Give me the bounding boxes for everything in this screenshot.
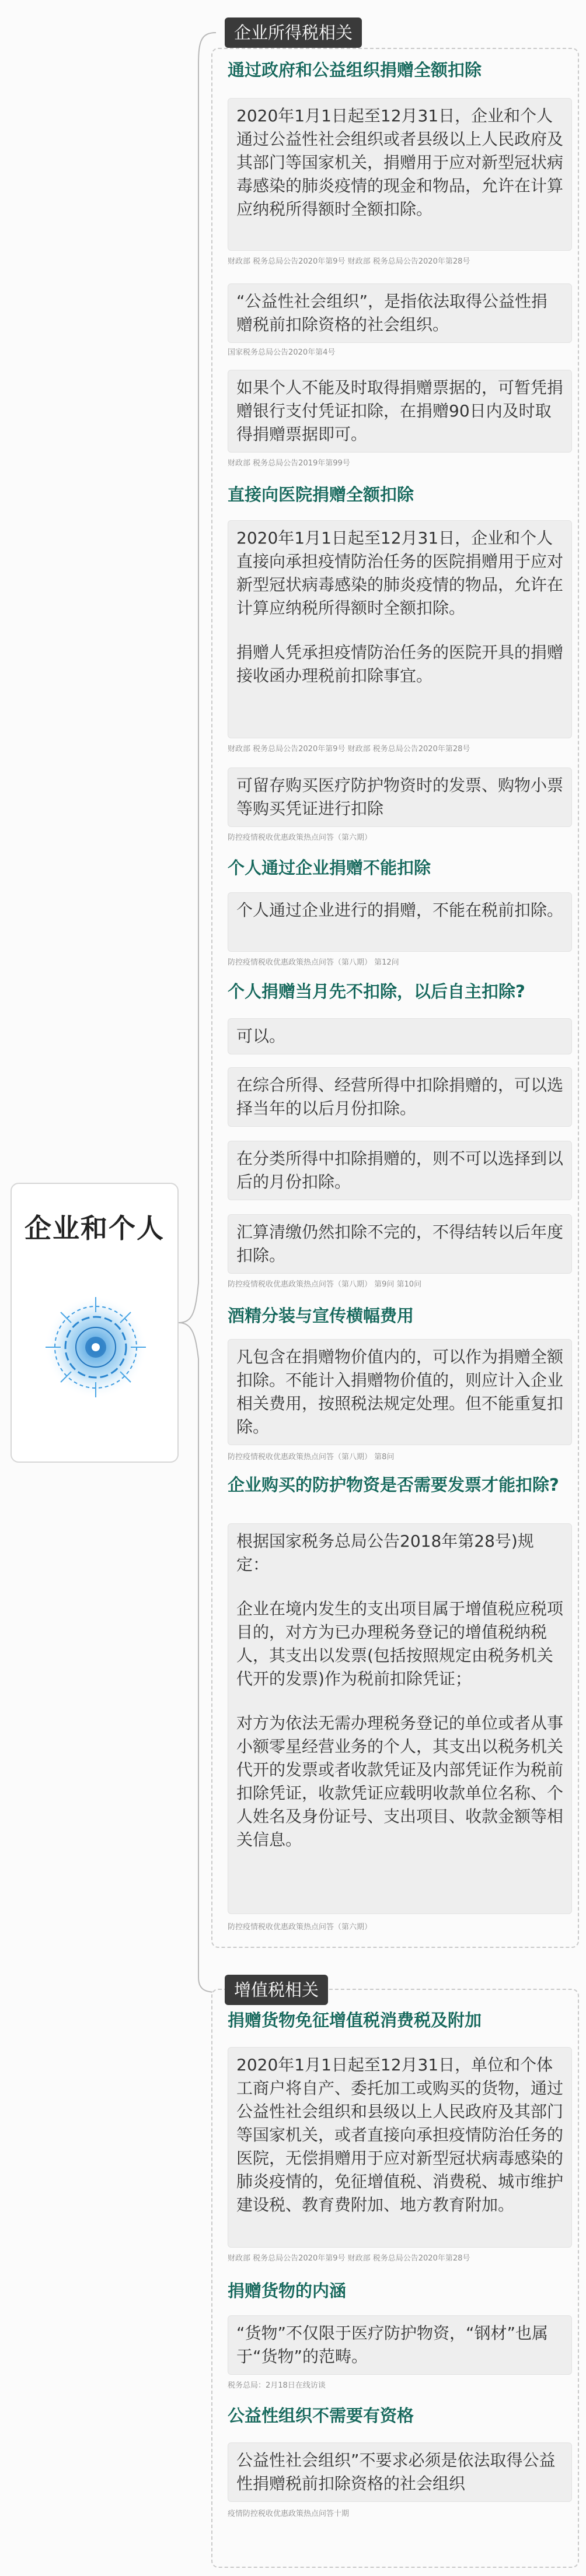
note-paragraph: 汇算清缴仍然扣除不完的，不得结转以后年度扣除。 — [236, 1222, 564, 1265]
topic-invoice-requirement[interactable]: 企业购买的防护物资是否需要发票才能扣除? — [228, 1475, 559, 1495]
note-text — [228, 1339, 572, 1445]
note-text — [228, 2442, 572, 2502]
topic-donated-goods-tax-exemption[interactable]: 捐赠货物免征增值税消费税及附加 — [228, 2010, 482, 2030]
note-source: 防控疫情税收优惠政策热点问答（第八期） 第9问 第10问 — [228, 1280, 422, 1289]
note-text — [228, 1214, 572, 1274]
note-source: 防控疫情税收优惠政策热点问答（第八期） 第8问 — [228, 1453, 395, 1462]
note-source: 防控疫情税收优惠政策热点问答（第八期） 第12问 — [228, 958, 399, 967]
note-source: 财政部 税务总局公告2020年第9号 财政部 税务总局公告2020年第28号 — [228, 257, 470, 266]
topic-direct-hospital-donation[interactable]: 直接向医院捐赠全额扣除 — [228, 485, 414, 504]
circuit-globe-icon — [43, 1295, 148, 1400]
note-paragraph: 公益性社会组织”不要求必须是依法取得公益性捐赠税前扣除资格的社会组织 — [236, 2451, 556, 2493]
note-text — [228, 1067, 572, 1127]
note-text — [228, 370, 572, 453]
note-source: 税务总局：2月18日在线访谈 — [228, 2381, 326, 2390]
note-source: 财政部 税务总局公告2020年第9号 财政部 税务总局公告2020年第28号 — [228, 2254, 470, 2263]
topic-alcohol-and-banner-costs[interactable]: 酒精分装与宣传横幅费用 — [228, 1306, 414, 1326]
topic-no-qualification-required[interactable]: 公益性组织不需要有资格 — [228, 2406, 414, 2426]
note-paragraph: 2020年1月1日起至12月31日，单位和个体工商户将自产、委托加工或购买的货物，通过公益性社会组织和县级以上人民政府及其部门等国家机关，或者直接向承担疫情防治任务的医院，无偿捐赠用于应对新型冠状病毒感染的肺炎疫情的，免征增值税、消费税、城市维护建设税、教育费附加、地方教育附加。 — [236, 2055, 564, 2214]
bracket-section-1 — [179, 33, 216, 1323]
note-paragraph: 个人通过企业进行的捐赠，不能在税前扣除。 — [236, 900, 564, 920]
note-text — [228, 1141, 572, 1200]
note-source: 财政部 税务总局公告2019年第99号 — [228, 459, 350, 468]
note-text — [228, 283, 572, 343]
note-paragraph: 可以。 — [236, 1026, 286, 1046]
note-paragraph: 2020年1月1日起至12月31日，企业和个人直接向承担疫情防治任务的医院捐赠用于应对新型冠状病毒感染的肺炎疫情的物品，允许在计算应纳税所得额时全额扣除。 — [236, 528, 564, 618]
note-text — [228, 892, 572, 952]
topic-deferred-deduction[interactable]: 个人捐赠当月先不扣除，以后自主扣除? — [228, 982, 525, 1001]
root-title: 企业和个人 — [25, 1212, 165, 1244]
note-text — [228, 520, 572, 738]
note-paragraph: “公益性社会组织”，是指依法取得公益性捐赠税前扣除资格的社会组织。 — [236, 292, 548, 334]
note-paragraph: 在分类所得中扣除捐赠的，则不可以选择到以后的月份扣除。 — [236, 1149, 564, 1191]
note-text — [228, 1018, 572, 1054]
note-paragraph: 2020年1月1日起至12月31日，企业和个人通过公益性社会组织或者县级以上人民政府及其部门等国家机关，捐赠用于应对新型冠状病毒感染的肺炎疫情的现金和物品，允许在计算应纳税所得额时全额扣除。 — [236, 106, 564, 219]
topic-scope-of-goods[interactable]: 捐赠货物的内涵 — [228, 2281, 347, 2301]
bracket-section-2 — [179, 1323, 216, 1992]
note-paragraph: “货物”不仅限于医疗防护物资，“钢材”也属于“货物”的范畴。 — [236, 2323, 549, 2366]
note-text — [228, 1523, 572, 1914]
note-paragraph: 如果个人不能及时取得捐赠票据的，可暂凭捐赠银行支付凭证扣除，在捐赠90日内及时取得捐赠票据即可。 — [236, 378, 564, 444]
note-paragraph: 企业在境内发生的支出项目属于增值税应税项目的，对方为已办理税务登记的增值税纳税人，其支出以发票(包括按照规定由税务机关代开的发票)作为税前扣除凭证； — [236, 1599, 564, 1688]
topic-donation-via-government[interactable]: 通过政府和公益组织捐赠全额扣除 — [228, 60, 482, 80]
section-label-enterprise-income-tax[interactable]: 企业所得税相关 — [225, 17, 362, 48]
section-brackets — [179, 33, 216, 1992]
note-paragraph: 在综合所得、经营所得中扣除捐赠的，可以选择当年的以后月份扣除。 — [236, 1075, 564, 1118]
note-paragraph: 可留存购买医疗防护物资时的发票、购物小票等购买凭证进行扣除 — [236, 776, 564, 818]
topic-individual-via-enterprise[interactable]: 个人通过企业捐赠不能扣除 — [228, 858, 431, 878]
root-node[interactable] — [11, 1183, 179, 1463]
note-paragraph: 根据国家税务总局公告2018年第28号)规定： — [236, 1531, 534, 1574]
note-text — [228, 767, 572, 827]
note-paragraph: 对方为依法无需办理税务登记的单位或者从事小额零星经营业务的个人，其支出以税务机关代开的发票或者收款凭证及内部凭证作为税前扣除凭证，收款凭证应载明收款单位名称、个人姓名及身份证号、支出项目、收款金额等相关信息。 — [236, 1713, 564, 1849]
note-source: 防控疫情税收优惠政策热点问答（第六期） — [228, 833, 372, 842]
note-text — [228, 2047, 572, 2248]
note-text — [228, 2315, 572, 2375]
section-label-vat[interactable]: 增值税相关 — [225, 1975, 328, 2005]
note-paragraph: 捐赠人凭承担疫情防治任务的医院开具的捐赠接收函办理税前扣除事宜。 — [236, 643, 564, 685]
note-source: 国家税务总局公告2020年第4号 — [228, 348, 336, 357]
note-source: 疫情防控税收优惠政策热点问答十期 — [228, 2510, 350, 2518]
note-text — [228, 98, 572, 251]
note-source: 防控疫情税收优惠政策热点问答（第六期） — [228, 1923, 372, 1932]
note-paragraph: 凡包含在捐赠物价值内的，可以作为捐赠全额扣除。不能计入捐赠物价值的，则应计入企业相关费用，按照税法规定处理。但不能重复扣除。 — [236, 1347, 564, 1436]
note-source: 财政部 税务总局公告2020年第9号 财政部 税务总局公告2020年第28号 — [228, 745, 470, 753]
